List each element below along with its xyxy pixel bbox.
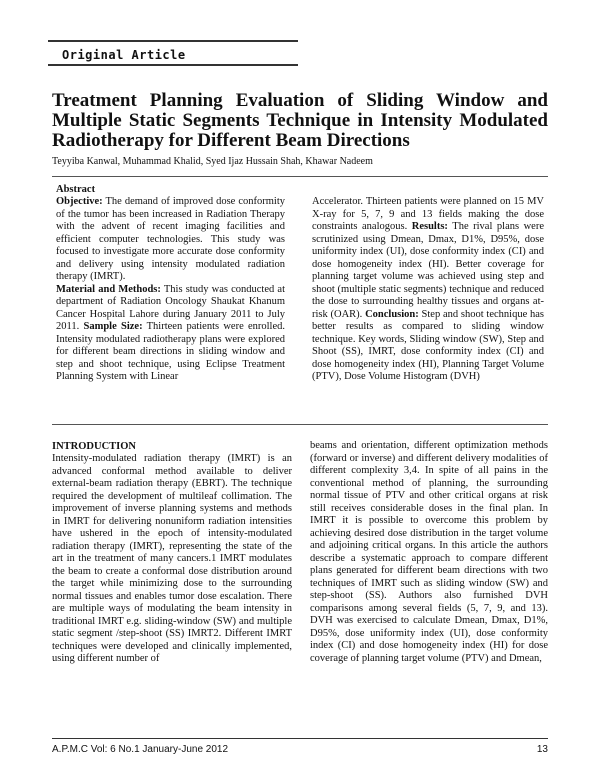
introduction-heading: INTRODUCTION [52,441,137,452]
sample-label: Sample Size: [83,321,143,332]
objective-text: The demand of improved dose conformity of the tumor has been increased in Radiation Therapy with the advent of recent imaging facilities and efficient computer technologies. This study was focused to investigate more accurate dose conformity and delivery using intensity modulated radiation therapy (IMRT). [56,196,285,282]
article-title: Treatment Planning Evaluation of Sliding Window and Multiple Static Segments Technique in Intensity Modulated Radiotherapy for Different Beam Directions [52,90,548,151]
divider-top [52,176,548,177]
conclusion-label: Conclusion: [365,308,419,320]
abstract-column-left [56,196,285,384]
abstract-column-right [312,196,544,384]
methods-text: This study was conducted at department of Radiation Oncology Shaukat Khanum Cancer Hospital Lahore during January 2011 to July 2011. [56,283,285,332]
results-label: Results: [411,221,448,232]
introduction-paragraph-right: beams and orientation, different optimization methods (forward or inverse) and different delivery modalities of different complexity 3,4. In spite of all pains in the conventional method of planning, the surrounding normal tissue of PTV and other critical organs at risk still receives considerable doses in the final plan. In IMRT it is possible to overcome this problem by achieving desired dose distribution in the target volume and adjoining critical organs. In this article the authors describe a systematic approach to compare different plans generated for different beam directions with two techniques of IMRT such as sliding window (SW) and step-shoot (SS). Authors also furnished DVH comparisons among several fields (5, 7, 9, and 13). DVH was exercised to calculate Dmean, Dmax, D1%, D95%, dose uniformity index (UI), dose conformity index (CI) and dose homogeneity index (HI) for dose coverage of planning target volume (PTV) and Dmean, [310,440,548,664]
introduction-paragraph-left: Intensity-modulated radiation therapy (IMRT) is an advanced conformal method available to deliver external-beam radiation therapy (EBRT). The technique required the development of multileaf collimation. The improvement of inverse planning systems and methods in IMRT for delivering nonuniform radiation intensities have ushered in the epoch of intensity-modulated radiation therapy (IMRT), representing the state of the art in the treatment of many cancers.1 IMRT modulates the beam to create a conformal dose distribution around the target while minimizing dose to the surrounding normal tissues and enables tumor dose escalation. There are multiple ways of modulating the beam intensity in traditional IMRT e.g. sliding-window (SW) and multiple static segment /step-shoot (SS) IMRT2. Different IMRT techniques were developed and clinically implemented, using different number of [52,453,292,664]
sample-text: Thirteen patients were enrolled. Intensity modulated radiotherapy plans were explored for different beam directions in sliding window and step and shoot technique, using Eclipse Treatment Planning System with Linear [56,321,286,382]
conclusion-text: Step and shoot technique has better results as compared to sliding window technique. Key words, Sliding window (SW), Step and Shoot (SS), IMRT, dose conformity index (CI) and dose homogeneity index (HI), Planning Target Volume (PTV), Dose Volume Histogram (DVH) [312,308,544,382]
page-number: 13 [536,744,548,755]
methods-label: Material and Methods: [56,283,161,295]
abstract-heading: Abstract [56,184,96,195]
abstract-results [312,196,544,384]
journal-citation: A.P.M.C Vol: 6 No.1 January-June 2012 [52,744,229,755]
abstract-continued-text: Accelerator. Thirteen patients were planned on 15 MV X-ray for 5, 7, 9 and 13 fields making the dose constraints analogous. [312,196,544,232]
abstract-objective [56,196,285,284]
article-type-banner: Original Article [48,40,298,66]
objective-label: Objective: [56,196,103,207]
author-list: Teyyiba Kanwal, Muhammad Khalid, Syed Ijaz Hussain Shah, Khawar Nadeem [52,156,373,167]
page-footer [52,743,548,757]
divider-middle [52,424,548,425]
body-column-right [310,440,548,665]
footer-divider [52,738,548,739]
body-column-left [52,440,292,666]
abstract-methods [56,284,285,384]
results-text: The rival plans were scrutinized using Dmean, Dmax, D1%, D95%, dose uniformity index (UI), dose conformity index (CI) and dose homogeneity index (HI). Better coverage for planning target volume was achieved using step and shoot (multiple static segments) technique and reduced the dose to surrounding healthy tissues and organs at-risk (OAR). [312,221,544,320]
